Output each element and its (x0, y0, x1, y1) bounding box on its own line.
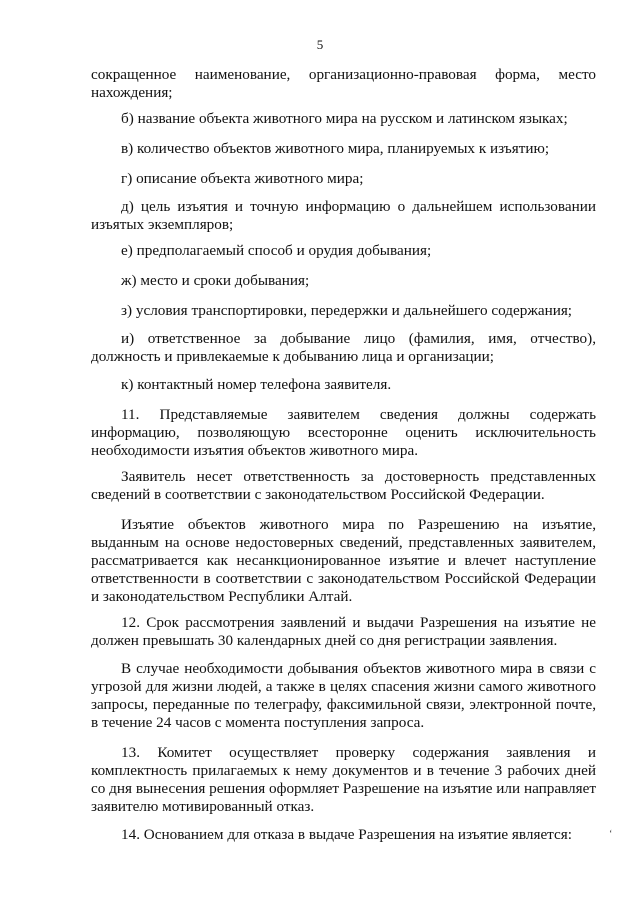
paragraph-item-g: г) описание объекта животного мира; (121, 170, 364, 187)
paragraph-item-d: д) цель изъятия и точную информацию о дальнейшем использовании изъятых экземпляров; (91, 198, 596, 233)
margin-mark: ʻ (609, 829, 613, 840)
paragraph-item-i: и) ответственное за добывание лицо (фамилия, имя, отчество), должность и привлекаемые к добыванию лица и организации; (91, 330, 596, 365)
paragraph-section-12: 12. Срок рассмотрения заявлений и выдачи Разрешения на изъятие не должен превышать 30 календарных дней со дня регистрации заявления. (91, 614, 596, 649)
paragraph-section-13: 13. Комитет осуществляет проверку содержания заявления и комплектность прилагаемых к нему документов и в течение 3 рабочих дней со дня вынесения решения оформляет Разрешение на изъятие или направляет заявителю мотивированный отказ. (91, 744, 596, 815)
paragraph-item-k: к) контактный номер телефона заявителя. (121, 376, 392, 393)
paragraph-applicant-responsibility: Заявитель несет ответственность за достоверность представленных сведений в соответствии с законодательством Российской Федерации. (91, 468, 596, 503)
paragraph-item-z: з) условия транспортировки, передержки и дальнейшего содержания; (121, 302, 573, 319)
page-number: 5 (316, 37, 324, 52)
paragraph-section-14: 14. Основанием для отказа в выдаче Разрешения на изъятие является: (121, 826, 572, 843)
paragraph-item-zh: ж) место и сроки добывания; (121, 272, 310, 289)
paragraph-item-b: б) название объекта животного мира на русском и латинском языках; (121, 110, 568, 127)
paragraph-organization-name: сокращенное наименование, организационно-правовая форма, место нахождения; (91, 66, 596, 101)
paragraph-section-11: 11. Представляемые заявителем сведения должны содержать информацию, позволяющую всесторонне оценить исключительность необходимости изъятия объектов животного мира. (91, 406, 596, 459)
paragraph-item-e: е) предполагаемый способ и орудия добывания; (121, 242, 432, 259)
paragraph-unauthorized-seizure: Изъятие объектов животного мира по Разрешению на изъятие, выданным на основе недостоверных сведений, представленных заявителем, рассматривается как несанкционированное изъятие и влечет наступление ответственности в соответствии с законодательством Российской Федерации и законодательством Республики Алтай. (91, 516, 596, 605)
paragraph-emergency-requests: В случае необходимости добывания объектов животного мира в связи с угрозой для жизни людей, а также в целях спасения жизни самого животного запросы, переданные по телеграфу, факсимильной связи, электронной почте, в течение 24 часов с момента поступления запроса. (91, 660, 596, 731)
paragraph-item-v: в) количество объектов животного мира, планируемых к изъятию; (121, 140, 550, 157)
